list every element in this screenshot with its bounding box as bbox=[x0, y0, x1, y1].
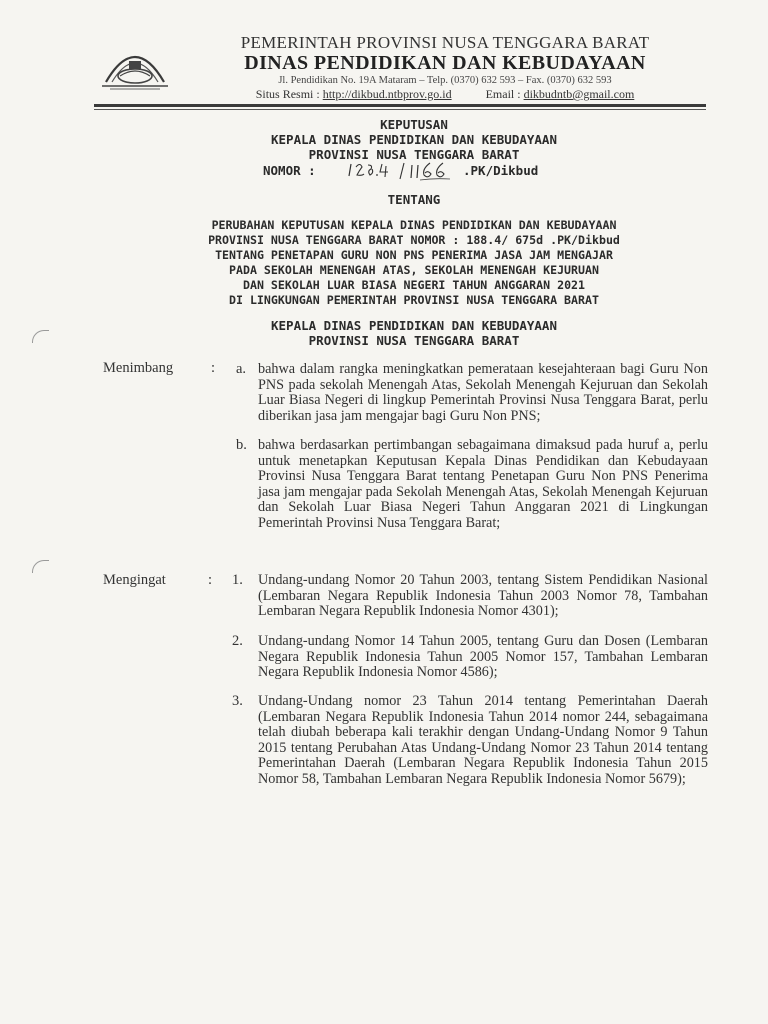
mengingat-item-marker: 3. bbox=[232, 693, 243, 709]
decree-keyword: KEPUTUSAN bbox=[380, 117, 448, 132]
title-line: DI LINGKUNGAN PEMERINTAH PROVINSI NUSA TENGGARA BARAT bbox=[229, 293, 599, 307]
menimbang-item-text: bahwa berdasarkan pertimbangan sebagaimana dimaksud pada huruf a, perlu untuk menetapkan Keputusan Kepala Dinas Pendidikan dan Kebudayaan Provinsi Nusa Tenggara Barat tentang Penetapan Guru Non PNS Penerima jasa jam mengajar pada Sekolah Menengah Atas, Sekolah Menengah Kejuruan dan Sekolah Luar Biasa Negeri Tahun Anggaran 2021 di Lingkungan Pemerintah Provinsi Nusa Tenggara Barat; bbox=[258, 437, 708, 531]
email-label: Email : bbox=[485, 87, 521, 101]
title-line: PADA SEKOLAH MENENGAH ATAS, SEKOLAH MENENGAH KEJURUAN bbox=[229, 263, 599, 277]
handwritten-number-2 bbox=[398, 161, 456, 181]
menimbang-colon: : bbox=[211, 360, 216, 376]
mengingat-label: Mengingat bbox=[103, 572, 166, 588]
mengingat-item-text: Undang-undang Nomor 20 Tahun 2003, tentang Sistem Pendidikan Nasional (Lembaran Negara Republik Indonesia Tahun 2003 Nomor 78, Tambahan Lembaran Negara Republik Indonesia Nomor 4301); bbox=[258, 572, 708, 620]
email-link[interactable]: dikbudntb@gmail.com bbox=[523, 87, 635, 101]
letterhead-address: Jl. Pendidikan No. 19A Mataram – Telp. (0370) 632 593 – Fax. (0370) 632 593 bbox=[278, 75, 612, 86]
handwritten-number-1 bbox=[346, 161, 394, 179]
mengingat-item-text: Undang-undang Nomor 14 Tahun 2005, tentang Guru dan Dosen (Lembaran Negara Republik Indonesia Tahun 2005 Nomor 157, Tambahan Lembaran Negara Republik Indonesia Nomor 4586); bbox=[258, 633, 708, 681]
menimbang-item-text: bahwa dalam rangka meningkatkan pemerataan kesejahteraan bagi Guru Non PNS pada sekolah Menengah Atas, Sekolah Menengah Kejuruan dan Sekolah Luar Biasa Negeri di lingkup Pemerintah Provinsi Nusa Tenggara Barat, perlu diberikan jasa jam mengajar bagi Guru Non PNS; bbox=[258, 361, 708, 424]
decree-tentang: TENTANG bbox=[387, 192, 441, 207]
mengingat-item-marker: 2. bbox=[232, 633, 243, 649]
decree-number-suffix: .PK/Dikbud bbox=[463, 163, 539, 178]
menimbang-item-marker: b. bbox=[236, 437, 247, 453]
letterhead-divider-thin bbox=[94, 109, 706, 110]
title-line: TENTANG PENETAPAN GURU NON PNS PENERIMA JASA JAM MENGAJAR bbox=[215, 248, 613, 262]
title-line: DAN SEKOLAH LUAR BIASA NEGERI TAHUN ANGGARAN 2021 bbox=[242, 278, 586, 292]
letterhead-agency: DINAS PENDIDIKAN DAN KEBUDAYAAN bbox=[244, 52, 646, 74]
letterhead-divider-thick bbox=[94, 104, 706, 107]
decree-number-row bbox=[0, 161, 768, 181]
mengingat-item-marker: 1. bbox=[232, 572, 243, 588]
mengingat-colon: : bbox=[208, 572, 213, 588]
authority-line1: KEPALA DINAS PENDIDIKAN DAN KEBUDAYAAN bbox=[271, 318, 557, 333]
mengingat-item-text: Undang-Undang nomor 23 Tahun 2014 tentang Pemerintahan Daerah (Lembaran Negara Republik Indonesia Tahun 2014 nomor 244, sebagaimana telah diubah beberapa kali terakhir dengan Undang-Undang Nomor 9 Tahun 2015 tentang Perubahan Atas Undang-Undang Nomor 23 Tahun 2014 tentang Pemerintahan Daerah (Lembaran Negara Republik Indonesia Tahun 2015 Nomor 58, Tambahan Lembaran Negara Republik Indonesia Nomor 5679); bbox=[258, 693, 708, 787]
letterhead-government: PEMERINTAH PROVINSI NUSA TENGGARA BARAT bbox=[240, 33, 650, 52]
punch-hole-mark bbox=[32, 560, 49, 573]
decree-number-label: NOMOR : bbox=[263, 163, 316, 178]
title-line: PROVINSI NUSA TENGGARA BARAT NOMOR : 188.4/ 675d .PK/Dikbud bbox=[208, 233, 620, 247]
provincial-emblem-logo bbox=[96, 36, 174, 92]
authority-line2: PROVINSI NUSA TENGGARA BARAT bbox=[308, 333, 520, 348]
title-line: PERUBAHAN KEPUTUSAN KEPALA DINAS PENDIDIKAN DAN KEBUDAYAAN bbox=[211, 218, 617, 232]
punch-hole-mark bbox=[32, 330, 49, 343]
menimbang-item-marker: a. bbox=[236, 361, 247, 377]
website-link[interactable]: http://dikbud.ntbprov.go.id bbox=[322, 87, 452, 101]
decree-issuer-line1: KEPALA DINAS PENDIDIKAN DAN KEBUDAYAAN bbox=[271, 132, 557, 147]
menimbang-label: Menimbang bbox=[103, 360, 174, 376]
decree-issuer-line2: PROVINSI NUSA TENGGARA BARAT bbox=[308, 147, 520, 162]
website-label: Situs Resmi : bbox=[255, 87, 320, 101]
letterhead-contact bbox=[200, 87, 690, 102]
